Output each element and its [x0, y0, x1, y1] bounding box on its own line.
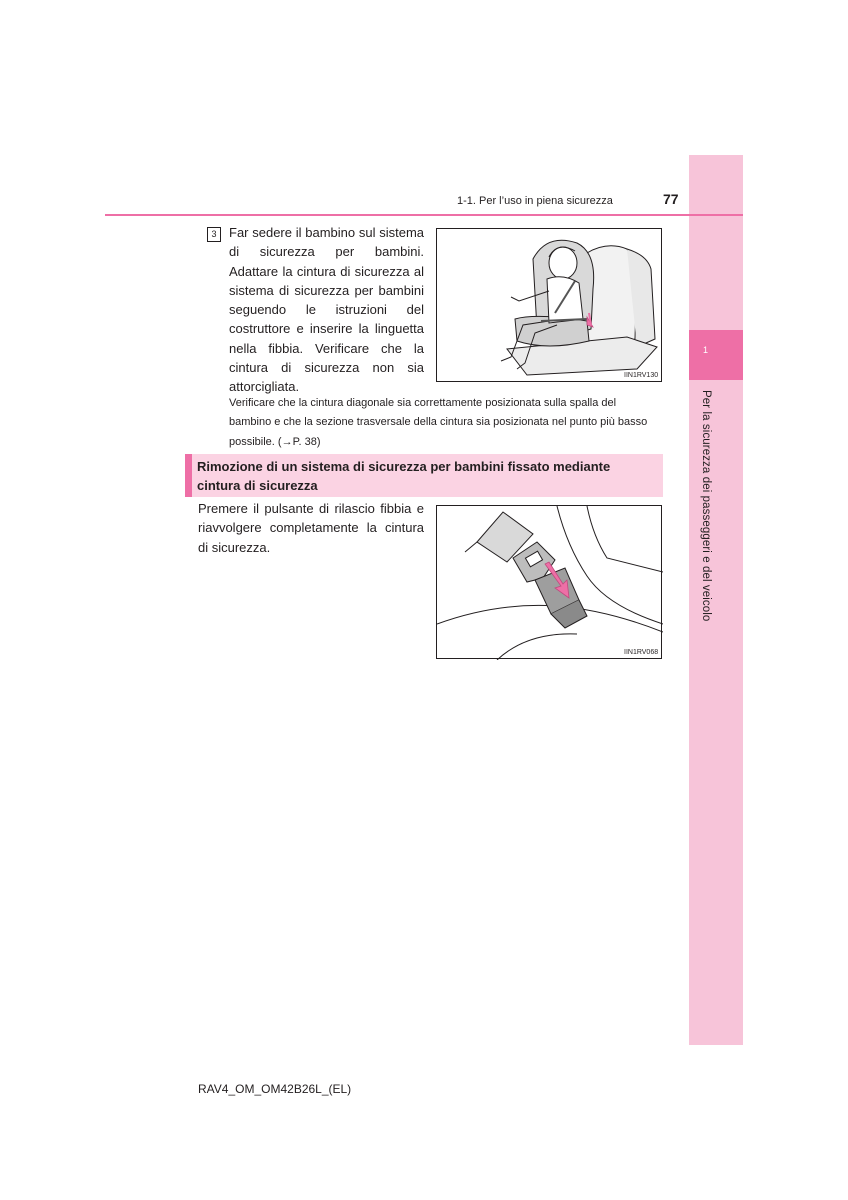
section-heading [185, 454, 663, 497]
buckle-drawing [437, 506, 663, 660]
section-title: Rimozione di un sistema di sicurezza per bambini fissato mediante cintura di sicurezza [197, 459, 611, 493]
chapter-number-tab[interactable] [689, 330, 743, 380]
buckle-release-illustration [436, 505, 662, 659]
footer-document-code: RAV4_OM_OM42B26L_(EL) [198, 1082, 352, 1096]
section-heading-bar [185, 454, 192, 497]
note-text: Verificare che la cintura diagonale sia correttamente posizionata sulla spalla del bambino e che la sezione trasversale della cintura sia posizionata nel punto più basso possibile. (→P. 38) [229, 397, 648, 448]
child-seat-illustration [436, 228, 662, 382]
page-number: 77 [663, 191, 679, 207]
figure-code: IIN1RV130 [624, 372, 659, 379]
figure-code-2: IIN1RV068 [624, 649, 659, 656]
chapter-side-tab [689, 155, 743, 1045]
running-header-section: 1-1. Per l’uso in piena sicurezza [457, 195, 613, 207]
chapter-number: 1 [703, 345, 709, 355]
section-body-text: Premere il pulsante di rilascio fibbia e riavvolgere completamente la cintura di sicurezza. [198, 501, 424, 555]
chapter-title-vertical: Per la sicurezza dei passeggeri e del veicolo [700, 390, 712, 622]
header-rule [105, 214, 743, 216]
child-seat-drawing [437, 229, 663, 383]
step-number-box: 3 [207, 227, 221, 242]
step-instruction-text: Far sedere il bambino sul sistema di sicurezza per bambini. Adattare la cintura di sicurezza al sistema di sicurezza per bambini seguendo le istruzioni del costruttore e inserire la linguetta nella fibbia. Verificare che la cintura di sicurezza non sia attorcigliata. [229, 225, 424, 395]
